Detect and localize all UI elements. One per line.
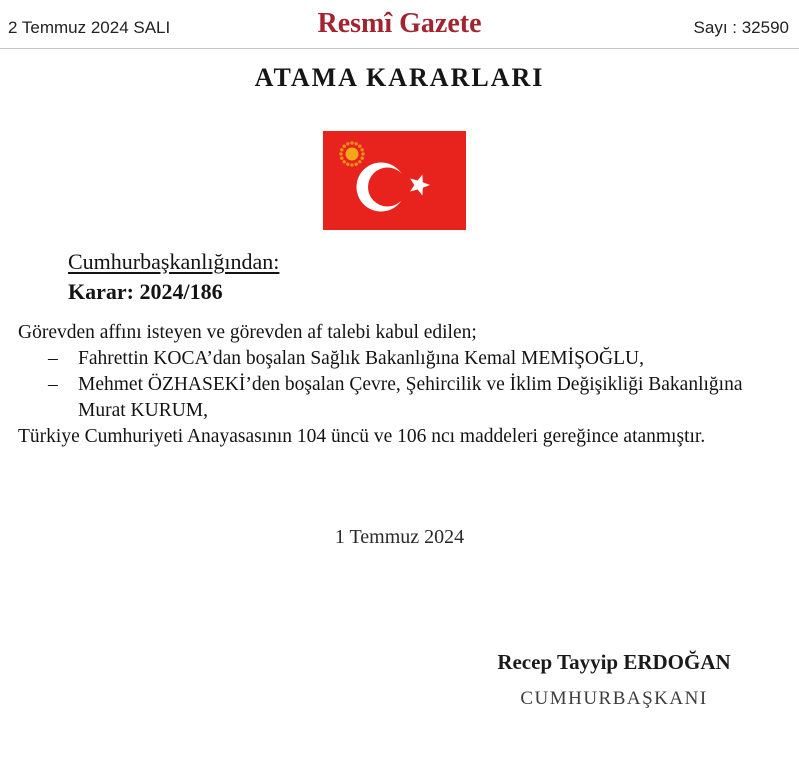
gazette-masthead-title: Resmî Gazete [317,8,482,39]
appointment-text: Mehmet ÖZHASEKİ’den boşalan Çevre, Şehircilik ve İklim Değişikliği Bakanlığına [78,374,743,395]
appointment-text-continued: Murat KURUM, [78,400,208,421]
bullet-dash: – [48,348,58,369]
signatory-name: Recep Tayyip ERDOĞAN [497,650,731,674]
appointment-item [18,372,784,398]
gazette-date: 2 Temmuz 2024 SALI [8,18,171,37]
masthead-divider [0,48,799,49]
masthead [0,0,799,48]
signatory-title: CUMHURBAŞKANI [520,688,708,709]
decision-date: 1 Temmuz 2024 [334,526,465,548]
turkish-flag-graphic [323,131,466,230]
bullet-dash: – [48,374,58,395]
intro-line: Görevden affını isteyen ve görevden af talebi kabul edilen; [18,322,477,343]
appointment-text: Fahrettin KOCA’dan boşalan Sağlık Bakanlığına Kemal MEMİŞOĞLU, [78,348,644,369]
gazette-issue-number: Sayı : 32590 [693,18,789,37]
appointment-item [18,346,784,372]
turkish-flag [323,131,466,230]
document-title: ATAMA KARARLARI [254,63,545,92]
signature-block [466,650,762,710]
closing-line: Türkiye Cumhuriyeti Anayasasının 104 üncü ve 106 ncı maddeleri gereğince atanmıştır. [18,426,706,447]
issuer-heading: Cumhurbaşkanlığından: [68,249,280,274]
decision-number: Karar: 2024/186 [68,279,223,304]
decision-body [18,320,784,450]
